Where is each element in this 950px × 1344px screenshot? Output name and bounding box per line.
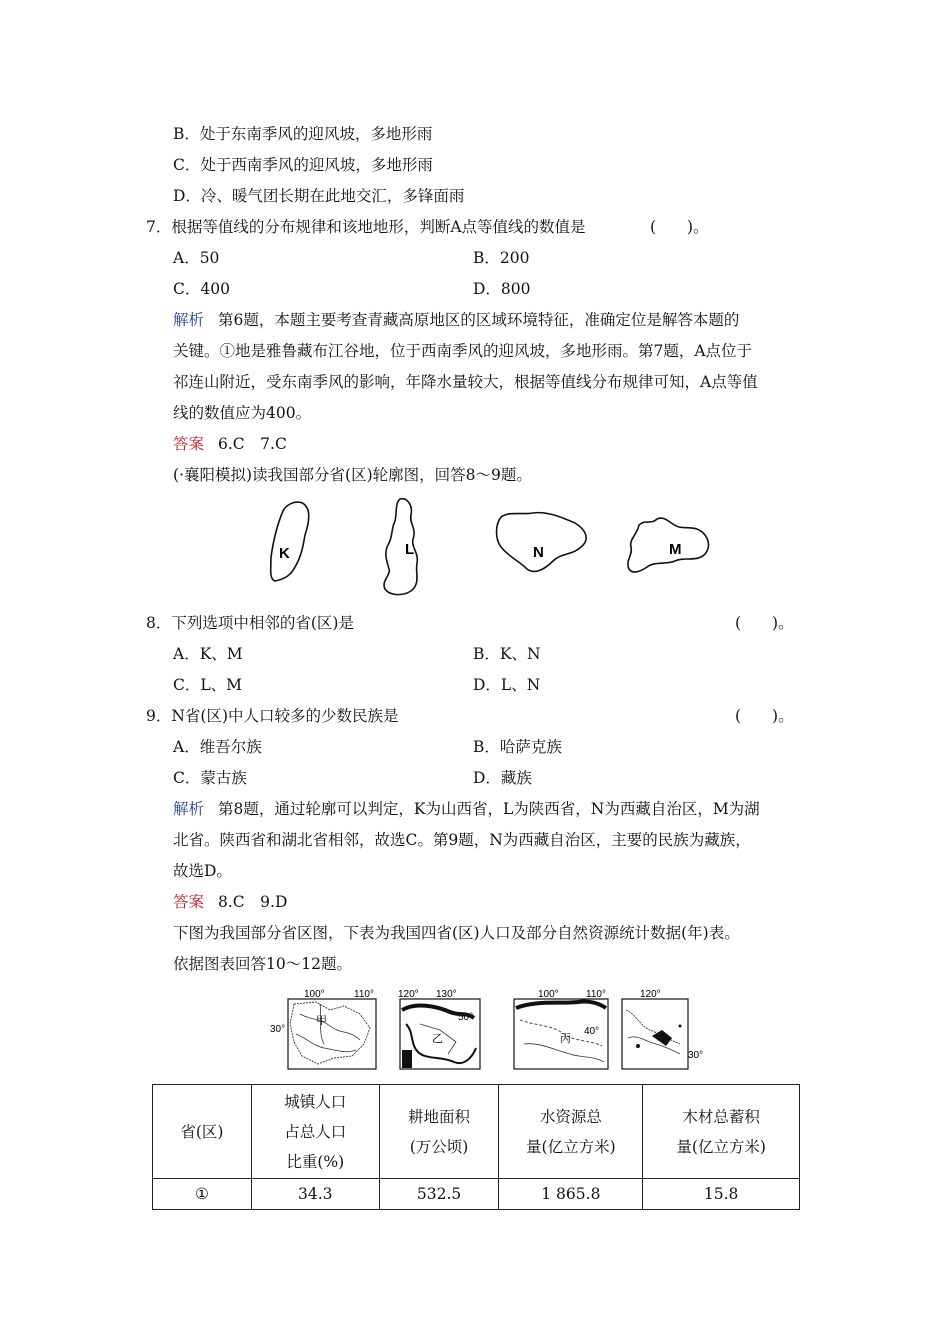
outline-label-n: N — [533, 544, 544, 561]
map-jia-lat: 30° — [270, 1024, 286, 1035]
header-urban-line3: 比重(%) — [286, 1152, 345, 1171]
outline-label-m: M — [669, 541, 682, 558]
q9-option-b: B．哈萨克族 — [473, 738, 562, 756]
analysis-8-9-line2: 北省。陕西省和湖北省相邻，故选C。第9题，N为西藏自治区，主要的民族为藏族， — [173, 831, 751, 849]
map-bing-lat: 40° — [584, 1026, 600, 1037]
map-jia — [270, 989, 376, 1069]
map-yi-lon-left: 120° — [398, 989, 419, 1000]
q7-option-b: B．200 — [473, 249, 530, 267]
map-yi-lat: 50° — [458, 1012, 474, 1023]
answer-text: 8.C 9.D — [218, 893, 288, 911]
analysis-6-7-line1 — [173, 310, 739, 330]
intro-8-9: (·襄阳模拟)读我国部分省(区)轮廓图，回答8～9题。 — [173, 466, 532, 484]
analysis-6-7-line2: 关键。①地是雅鲁藏布江谷地，位于西南季风的迎风坡，多地形雨。第7题，A点位于 — [173, 342, 753, 360]
q7-stem: 7．根据等值线的分布规律和该地地形，判断A点等值线的数值是 — [146, 218, 586, 236]
map-fourth — [622, 989, 703, 1069]
answer-6-7 — [173, 434, 287, 454]
q7-option-a: A．50 — [173, 249, 220, 267]
q7-option-d: D．800 — [473, 280, 531, 298]
map-yi — [398, 989, 480, 1069]
q7-answer-paren: ( )。 — [650, 218, 709, 236]
q6-option-b: B．处于东南季风的迎风坡，多地形雨 — [173, 125, 433, 143]
cell-water: 1 865.8 — [499, 1179, 643, 1210]
header-urban-line1: 城镇人口 — [284, 1092, 347, 1111]
table-header-row — [153, 1085, 800, 1179]
map-fourth-lon: 120° — [640, 989, 661, 1000]
map-jia-lon-left: 100° — [304, 989, 325, 1000]
analysis-8-9-line1 — [173, 799, 760, 819]
analysis-8-9-line3: 故选D。 — [173, 862, 232, 880]
q6-option-c: C．处于西南季风的迎风坡，多地形雨 — [173, 156, 433, 174]
q9-option-d: D．藏族 — [473, 769, 532, 787]
header-water-line2: 量(亿立方米) — [526, 1137, 616, 1156]
analysis-label: 解析 — [173, 800, 205, 818]
header-farmland-line1: 耕地面积 — [408, 1107, 471, 1126]
header-timber-line2: 量(亿立方米) — [676, 1137, 766, 1156]
q9-option-a: A．维吾尔族 — [173, 738, 262, 756]
q8-stem: 8．下列选项中相邻的省(区)是 — [146, 614, 354, 632]
analysis-label: 解析 — [173, 311, 205, 329]
header-timber-line1: 木材总蓄积 — [682, 1107, 760, 1126]
map-bing-lon-left: 100° — [538, 989, 559, 1000]
header-water-line1: 水资源总 — [539, 1107, 602, 1126]
cell-region: ① — [153, 1179, 252, 1210]
map-bing-label: 丙 — [560, 1033, 571, 1045]
cell-timber: 15.8 — [643, 1179, 800, 1210]
q9-answer-paren: ( )。 — [735, 707, 794, 725]
outline-k — [271, 502, 309, 581]
answer-8-9 — [173, 892, 287, 912]
header-water — [499, 1085, 643, 1179]
header-region: 省(区) — [153, 1085, 252, 1179]
header-farmland-line2: (万公顷) — [409, 1137, 469, 1156]
q8-answer-paren: ( )。 — [735, 614, 794, 632]
answer-label: 答案 — [173, 435, 205, 453]
cell-urban: 34.3 — [251, 1179, 379, 1210]
answer-text: 6.C 7.C — [218, 435, 287, 453]
outline-label-k: K — [279, 545, 290, 562]
header-urban-line2: 占总人口 — [284, 1122, 347, 1141]
intro-10-12-line2: 依据图表回答10～12题。 — [173, 955, 352, 973]
cell-farmland: 532.5 — [379, 1179, 499, 1210]
q8-option-c: C．L、M — [173, 676, 243, 694]
header-farmland — [379, 1085, 499, 1179]
analysis-6-7-line3: 祁连山附近，受东南季风的影响，年降水量较大，根据等值线分布规律可知，A点等值 — [173, 373, 758, 391]
province-maps-figure — [260, 984, 720, 1076]
table-row — [153, 1179, 800, 1210]
map-yi-label: 乙 — [432, 1033, 443, 1045]
analysis-6-7-line4: 线的数值应为400。 — [173, 404, 312, 422]
map-bing — [514, 989, 608, 1069]
analysis-text: 第8题，通过轮廓可以判定，K为山西省，L为陕西省，N为西藏自治区，M为湖 — [218, 800, 760, 818]
province-outline-figure — [265, 495, 725, 600]
q7-option-c: C．400 — [173, 280, 230, 298]
statistics-table — [152, 1084, 800, 1210]
outline-label-l: L — [405, 541, 415, 558]
map-bing-lon-right: 110° — [586, 989, 606, 1000]
q8-option-b: B．K、N — [473, 645, 541, 663]
map-jia-lon-right: 110° — [354, 989, 374, 1000]
map-yi-lon-right: 130° — [436, 989, 457, 1000]
q9-stem: 9．N省(区)中人口较多的少数民族是 — [146, 707, 399, 725]
q9-option-c: C．蒙古族 — [173, 769, 247, 787]
analysis-text: 第6题，本题主要考查青藏高原地区的区域环境特征，准确定位是解答本题的 — [218, 311, 740, 329]
q6-option-d: D．冷、暖气团长期在此地交汇，多锋面雨 — [173, 187, 465, 205]
map-fourth-lat: 30° — [688, 1050, 704, 1061]
intro-10-12-line1: 下图为我国部分省区图，下表为我国四省(区)人口及部分自然资源统计数据(年)表。 — [173, 924, 740, 942]
header-urban-ratio — [251, 1085, 379, 1179]
q8-option-a: A．K、M — [173, 645, 243, 663]
map-jia-label: 甲 — [316, 1015, 327, 1027]
q8-option-d: D．L、N — [473, 676, 541, 694]
header-timber — [643, 1085, 800, 1179]
outline-n — [497, 513, 587, 572]
answer-label: 答案 — [173, 893, 205, 911]
